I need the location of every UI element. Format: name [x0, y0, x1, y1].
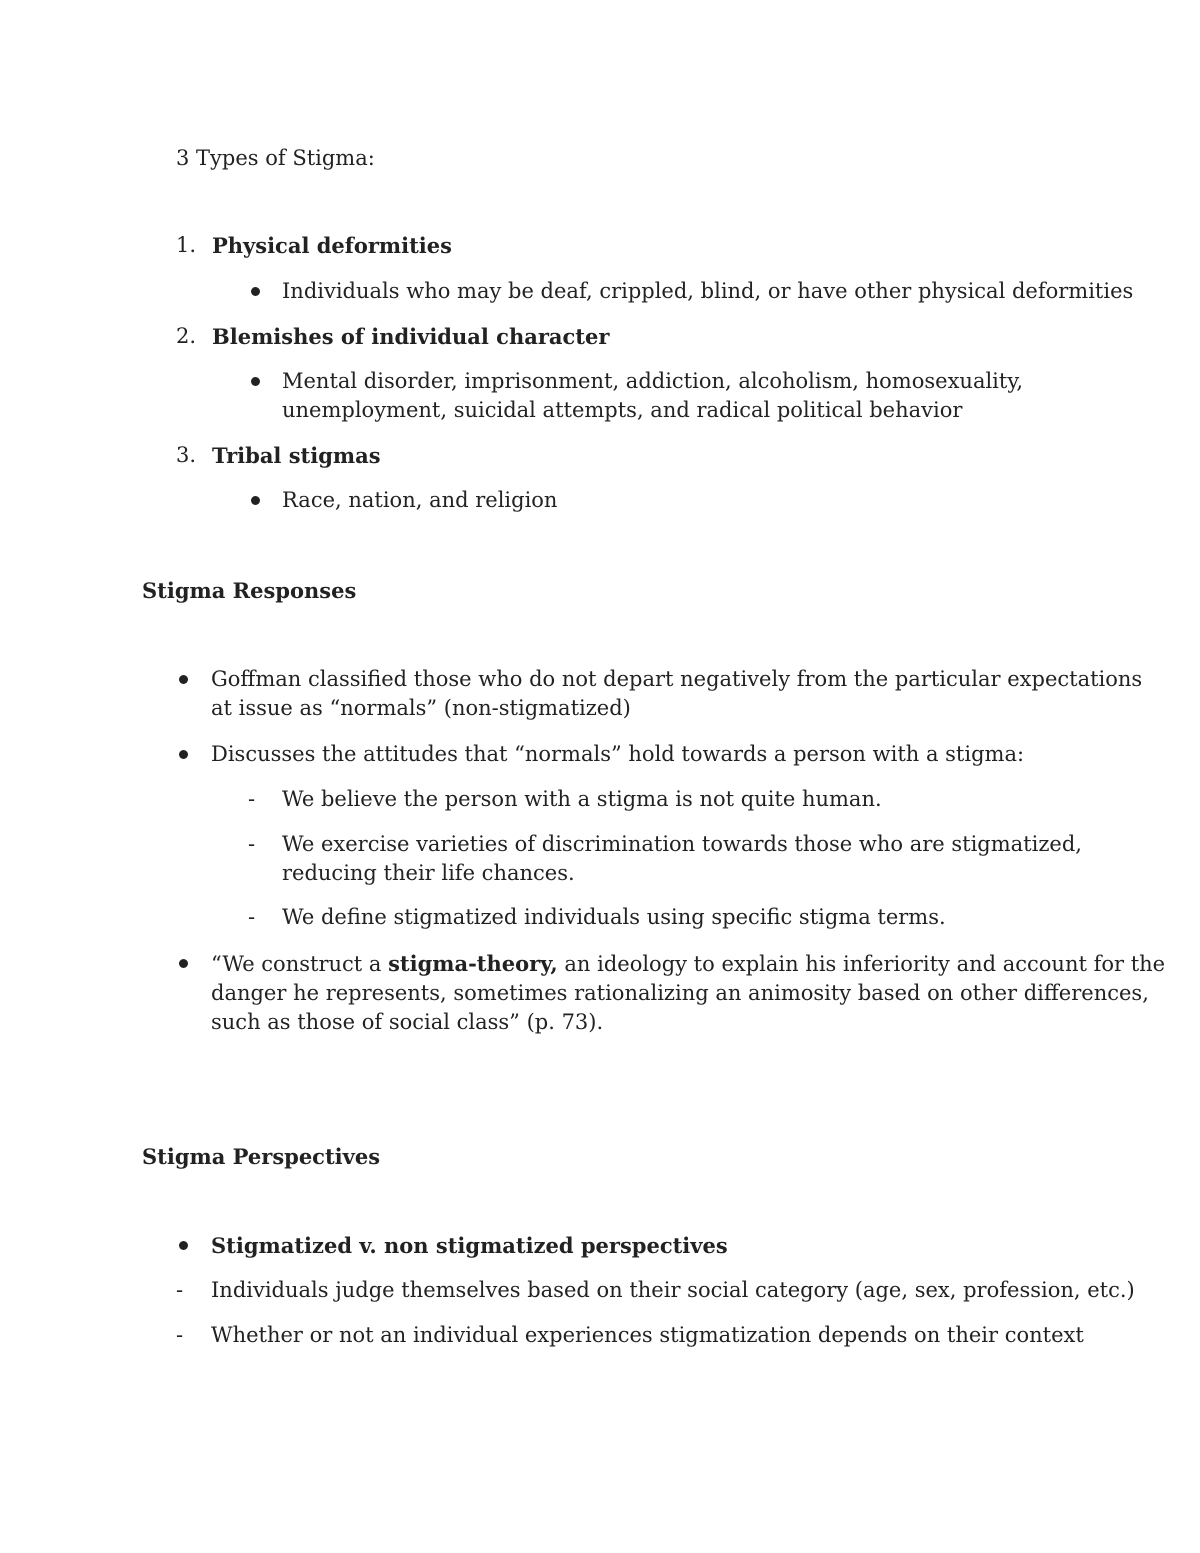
type-3-title: Tribal stigmas — [212, 443, 381, 468]
bullet-dot — [179, 750, 188, 759]
quote-bold-term: stigma-theory, — [388, 951, 558, 976]
dash-marker: - — [176, 1278, 184, 1302]
responses-heading: Stigma Responses — [142, 578, 357, 603]
perspectives-heading: Stigma Perspectives — [142, 1144, 381, 1169]
bullet-dot — [251, 287, 260, 296]
type-3-number: 3. — [176, 443, 197, 467]
type-2-number: 2. — [176, 324, 197, 348]
type-1-title: Physical deformities — [212, 233, 452, 258]
dash-marker: - — [248, 787, 256, 811]
perspectives-dash-2: Whether or not an individual experiences stigmatization depends on their context — [211, 1323, 1084, 1347]
responses-sub-2-line-2: reducing their life chances. — [282, 861, 575, 885]
type-2-bullet-line-1: Mental disorder, imprisonment, addiction, alcoholism, homosexuality, — [282, 369, 1024, 393]
type-1-number: 1. — [176, 233, 197, 257]
perspectives-bullet: Stigmatized v. non stigmatized perspectives — [211, 1233, 728, 1258]
responses-sub-2-line-1: We exercise varieties of discrimination towards those who are stigmatized, — [282, 832, 1082, 856]
quote-prefix: “We construct a — [211, 952, 389, 976]
bullet-dot — [251, 496, 260, 505]
type-1-bullet: Individuals who may be deaf, crippled, blind, or have other physical deformities — [282, 279, 1134, 303]
type-3-bullet: Race, nation, and religion — [282, 488, 558, 512]
bullet-dot — [251, 377, 260, 386]
responses-quote-line-1 — [211, 949, 1165, 979]
responses-sub-1: We believe the person with a stigma is not quite human. — [282, 787, 882, 811]
responses-bullet-1-line-2: at issue as “normals” (non-stigmatized) — [211, 696, 631, 720]
perspectives-dash-1: Individuals judge themselves based on their social category (age, sex, profession, etc.) — [211, 1278, 1135, 1302]
type-2-title: Blemishes of individual character — [212, 324, 610, 349]
dash-marker: - — [176, 1323, 184, 1347]
bullet-dot — [179, 959, 188, 968]
responses-quote-line-3: such as those of social class” (p. 73). — [211, 1010, 604, 1034]
type-2-bullet-line-2: unemployment, suicidal attempts, and radical political behavior — [282, 398, 963, 422]
responses-bullet-2: Discusses the attitudes that “normals” hold towards a person with a stigma: — [211, 742, 1025, 766]
responses-quote-line-2: danger he represents, sometimes rationalizing an animosity based on other differences, — [211, 981, 1149, 1005]
responses-bullet-1-line-1: Goffman classified those who do not depart negatively from the particular expectations — [211, 667, 1143, 691]
responses-sub-3: We define stigmatized individuals using specific stigma terms. — [282, 905, 946, 929]
dash-marker: - — [248, 832, 256, 856]
bullet-dot — [179, 675, 188, 684]
quote-rest: an ideology to explain his inferiority and account for the — [557, 952, 1166, 976]
dash-marker: - — [248, 905, 256, 929]
types-intro: 3 Types of Stigma: — [176, 146, 375, 170]
bullet-dot — [179, 1241, 188, 1250]
